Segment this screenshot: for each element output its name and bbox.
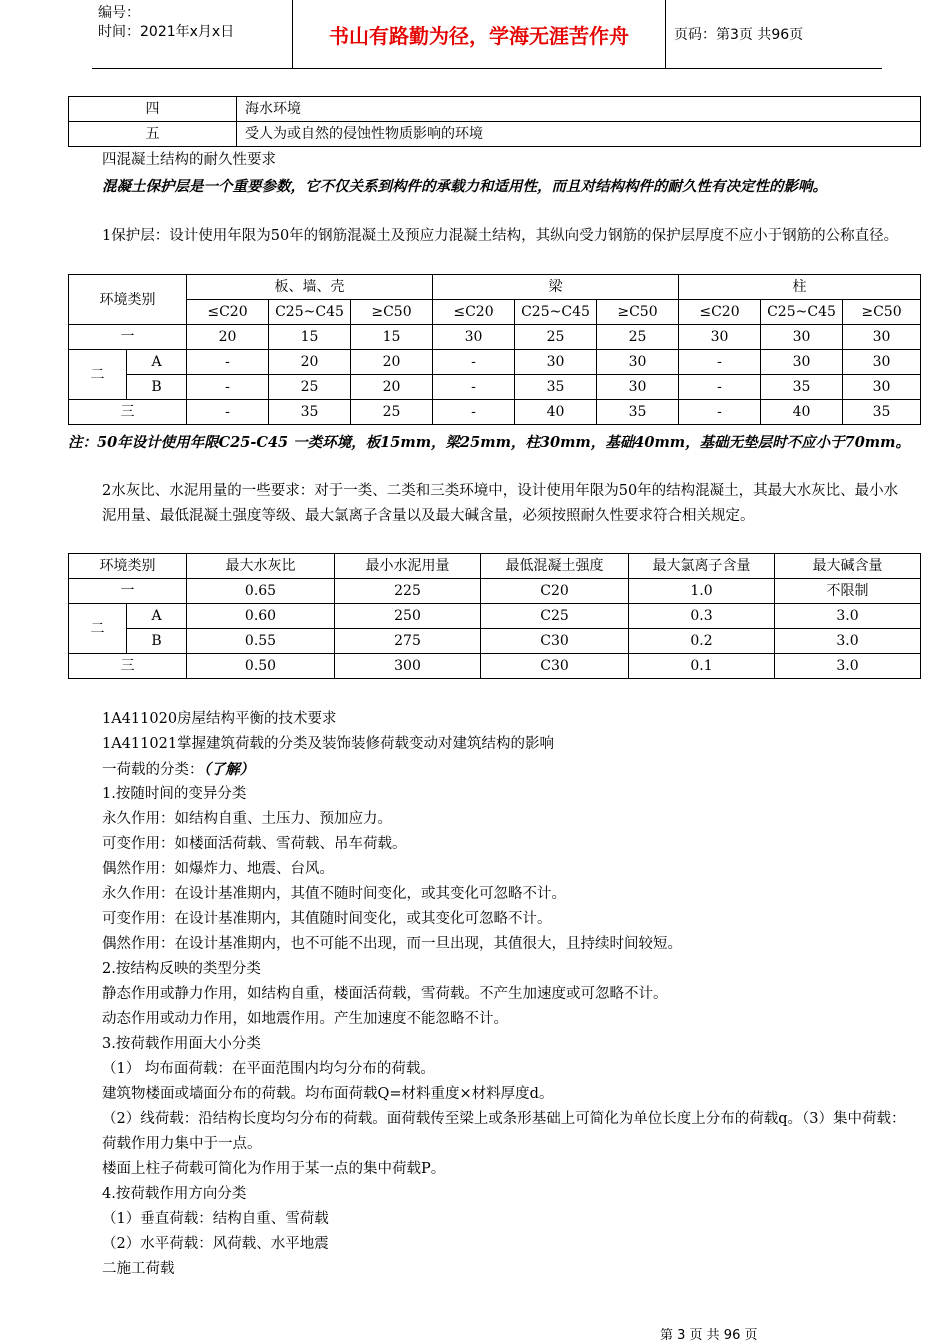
load-class-heading bbox=[102, 757, 254, 783]
group-header-slab: 板、墙、壳 bbox=[187, 275, 433, 300]
body-line: （1）垂直荷载：结构自重、雪荷载 bbox=[102, 1211, 329, 1227]
table-cell: 20 bbox=[187, 325, 269, 350]
table-cell: 3.0 bbox=[775, 654, 921, 679]
table-cell: 20 bbox=[351, 375, 433, 400]
body-line: 建筑物楼面或墙面分布的荷载。均布面荷载Q=材料重度×材料厚度d。 bbox=[102, 1086, 554, 1102]
table-cell: 1.0 bbox=[629, 579, 775, 604]
table-cell: - bbox=[433, 350, 515, 375]
body-line: 可变作用：如楼面活荷载、雪荷载、吊车荷载。 bbox=[102, 836, 407, 852]
page-header bbox=[92, 0, 882, 69]
table-cell: 25 bbox=[597, 325, 679, 350]
env-category: 一 bbox=[69, 579, 187, 604]
env-code: 四 bbox=[69, 97, 237, 122]
table-cell: - bbox=[679, 375, 761, 400]
table-cell: 30 bbox=[679, 325, 761, 350]
table-cell: 30 bbox=[843, 325, 921, 350]
grade-header: C25~C45 bbox=[269, 300, 351, 325]
header-motto: 书山有路勤为径，学海无涯苦作舟 bbox=[292, 0, 666, 68]
table-cell: 0.55 bbox=[187, 629, 335, 654]
body-line: 偶然作用：在设计基准期内，也不可能不出现，而一旦出现，其值很大，且持续时间较短。 bbox=[102, 936, 682, 952]
table-cell: 35 bbox=[761, 375, 843, 400]
time-label: 时间：2021年x月x日 bbox=[98, 24, 235, 40]
table-cell: 25 bbox=[269, 375, 351, 400]
line-load-paragraph: （2）线荷载：沿结构长度均匀分布的荷载。面荷载传至梁上或条形基础上可简化为单位长度上分布的荷载q。（3）集中荷载：荷载作用力集中于一点。 bbox=[102, 1111, 906, 1152]
table-cell: 40 bbox=[761, 400, 843, 425]
table-row bbox=[69, 400, 921, 425]
body-line: 二施工荷载 bbox=[102, 1261, 175, 1277]
env-category: 二 bbox=[69, 604, 127, 654]
env-desc: 海水环境 bbox=[237, 97, 921, 122]
env-category: 二 bbox=[69, 350, 127, 400]
table-cell: 300 bbox=[335, 654, 481, 679]
table-cell: 250 bbox=[335, 604, 481, 629]
table-cell: C25 bbox=[481, 604, 629, 629]
grade-header: ≤C20 bbox=[187, 300, 269, 325]
group-header-beam: 梁 bbox=[433, 275, 679, 300]
column-header: 最小水泥用量 bbox=[335, 554, 481, 579]
body-line: 3.按荷载作用面大小分类 bbox=[102, 1036, 261, 1052]
section-heading: 1A411021掌握建筑荷载的分类及装饰装修荷载变动对建筑结构的影响 bbox=[102, 736, 555, 752]
column-header: 最大氯离子含量 bbox=[629, 554, 775, 579]
table-cell: - bbox=[433, 375, 515, 400]
table-cell: - bbox=[187, 350, 269, 375]
table-cell: 0.65 bbox=[187, 579, 335, 604]
table-cell: - bbox=[679, 350, 761, 375]
table-cell: C20 bbox=[481, 579, 629, 604]
table-cell: 35 bbox=[843, 400, 921, 425]
table-cell: 30 bbox=[761, 350, 843, 375]
number-label: 编号： bbox=[98, 5, 140, 21]
cover-note: 注：50年设计使用年限C25-C45 一类环境，板15mm，梁25mm，柱30mm，基础40mm，基础无垫层时不应小于70mm。 bbox=[68, 434, 910, 451]
grade-header: C25~C45 bbox=[761, 300, 843, 325]
table-cell: 0.60 bbox=[187, 604, 335, 629]
load-class-suffix: （了解） bbox=[203, 761, 255, 778]
table-cell: 3.0 bbox=[775, 629, 921, 654]
column-header: 最大水灰比 bbox=[187, 554, 335, 579]
table-cell: 225 bbox=[335, 579, 481, 604]
grade-header: ≤C20 bbox=[679, 300, 761, 325]
grade-header: C25~C45 bbox=[515, 300, 597, 325]
env-category: 三 bbox=[69, 654, 187, 679]
table-cell: C30 bbox=[481, 629, 629, 654]
env-subcategory: B bbox=[127, 629, 187, 654]
env-category: 一 bbox=[69, 325, 187, 350]
body-line: 4.按荷载作用方向分类 bbox=[102, 1186, 247, 1202]
table-cell: 30 bbox=[843, 350, 921, 375]
table-cell: 0.1 bbox=[629, 654, 775, 679]
table-header-row bbox=[69, 275, 921, 300]
table-row bbox=[69, 350, 921, 375]
table-cell: 25 bbox=[351, 400, 433, 425]
table-cell: 275 bbox=[335, 629, 481, 654]
water-cement-table bbox=[68, 553, 921, 679]
table-row bbox=[69, 579, 921, 604]
body-line: 2.按结构反映的类型分类 bbox=[102, 961, 261, 977]
table-cell: 35 bbox=[269, 400, 351, 425]
header-left bbox=[98, 4, 234, 42]
table-cell: 25 bbox=[515, 325, 597, 350]
env-desc: 受人为或自然的侵蚀性物质影响的环境 bbox=[237, 122, 921, 147]
table-cell: 0.2 bbox=[629, 629, 775, 654]
table-subheader-row bbox=[69, 300, 921, 325]
grade-header: ≥C50 bbox=[351, 300, 433, 325]
body-line: 永久作用：在设计基准期内，其值不随时间变化，或其变化可忽略不计。 bbox=[102, 886, 566, 902]
table-cell: 20 bbox=[351, 350, 433, 375]
table-row bbox=[69, 97, 921, 122]
body-line: 动态作用或动力作用，如地震作用。产生加速度不能忽略不计。 bbox=[102, 1011, 508, 1027]
cover-thickness-table bbox=[68, 274, 921, 425]
table-cell: - bbox=[187, 400, 269, 425]
group-header-column: 柱 bbox=[679, 275, 921, 300]
body-line: 楼面上柱子荷载可简化为作用于某一点的集中荷载P。 bbox=[102, 1161, 446, 1177]
table-cell: 15 bbox=[269, 325, 351, 350]
table-row bbox=[69, 604, 921, 629]
header-page-info: 页码：第3页 共96页 bbox=[674, 27, 804, 43]
body-line: 1.按随时间的变异分类 bbox=[102, 786, 247, 802]
table-cell: 20 bbox=[269, 350, 351, 375]
grade-header: ≤C20 bbox=[433, 300, 515, 325]
table-cell: 不限制 bbox=[775, 579, 921, 604]
table-cell: 35 bbox=[597, 400, 679, 425]
body-line: 可变作用：在设计基准期内，其值随时间变化，或其变化可忽略不计。 bbox=[102, 911, 552, 927]
env-subcategory: B bbox=[127, 375, 187, 400]
table-cell: - bbox=[433, 400, 515, 425]
water-cement-paragraph: 2水灰比、水泥用量的一些要求：对于一类、二类和三类环境中，设计使用年限为50年的结构混凝土，其最大水灰比、最小水泥用量、最低混凝土强度等级、最大氯离子含量以及最大碱含量，必须按照耐久性要求符合相关规定。 bbox=[102, 483, 899, 524]
env-subcategory: A bbox=[127, 350, 187, 375]
table-row bbox=[69, 654, 921, 679]
section-title-durability: 四混凝土结构的耐久性要求 bbox=[102, 152, 276, 168]
page-footer: 第 3 页 共 96 页 bbox=[660, 1328, 758, 1343]
table-cell: 30 bbox=[433, 325, 515, 350]
env-subcategory: A bbox=[127, 604, 187, 629]
section-heading: 1A411020房屋结构平衡的技术要求 bbox=[102, 711, 337, 727]
body-line: （1） 均布面荷载：在平面范围内均匀分布的荷载。 bbox=[102, 1061, 435, 1077]
table-cell: 30 bbox=[597, 375, 679, 400]
env-category: 三 bbox=[69, 400, 187, 425]
table-cell: 15 bbox=[351, 325, 433, 350]
load-class-prefix: 一荷载的分类： bbox=[102, 762, 204, 778]
table-cell: - bbox=[679, 400, 761, 425]
table-row bbox=[69, 629, 921, 654]
column-header: 环境类别 bbox=[69, 554, 187, 579]
body-line: （2）水平荷载：风荷载、水平地震 bbox=[102, 1236, 329, 1252]
environment-table bbox=[68, 96, 921, 147]
body-line: 永久作用：如结构自重、土压力、预加应力。 bbox=[102, 811, 392, 827]
column-header: 最大碱含量 bbox=[775, 554, 921, 579]
table-row bbox=[69, 375, 921, 400]
table-cell: 35 bbox=[515, 375, 597, 400]
table-cell: 30 bbox=[843, 375, 921, 400]
table-cell: 0.50 bbox=[187, 654, 335, 679]
emphasis-paragraph: 混凝土保护层是一个重要参数，它不仅关系到构件的承载力和适用性，而且对结构构件的耐久性有决定性的影响。 bbox=[102, 178, 827, 195]
table-cell: 30 bbox=[761, 325, 843, 350]
table-cell: - bbox=[187, 375, 269, 400]
column-header: 最低混凝土强度 bbox=[481, 554, 629, 579]
table-cell: 0.3 bbox=[629, 604, 775, 629]
grade-header: ≥C50 bbox=[597, 300, 679, 325]
grade-header: ≥C50 bbox=[843, 300, 921, 325]
table-row bbox=[69, 122, 921, 147]
cover-paragraph: 1保护层：设计使用年限为50年的钢筋混凝土及预应力混凝土结构，其纵向受力钢筋的保护层厚度不应小于钢筋的公称直径。 bbox=[102, 228, 899, 244]
table-cell: 40 bbox=[515, 400, 597, 425]
body-line: 偶然作用：如爆炸力、地震、台风。 bbox=[102, 861, 334, 877]
table-cell: 30 bbox=[597, 350, 679, 375]
table-row bbox=[69, 325, 921, 350]
env-header: 环境类别 bbox=[69, 275, 187, 325]
table-cell: 30 bbox=[515, 350, 597, 375]
table-cell: 3.0 bbox=[775, 604, 921, 629]
body-line: 静态作用或静力作用，如结构自重，楼面活荷载，雪荷载。不产生加速度或可忽略不计。 bbox=[102, 986, 668, 1002]
table-cell: C30 bbox=[481, 654, 629, 679]
env-code: 五 bbox=[69, 122, 237, 147]
table-header-row bbox=[69, 554, 921, 579]
